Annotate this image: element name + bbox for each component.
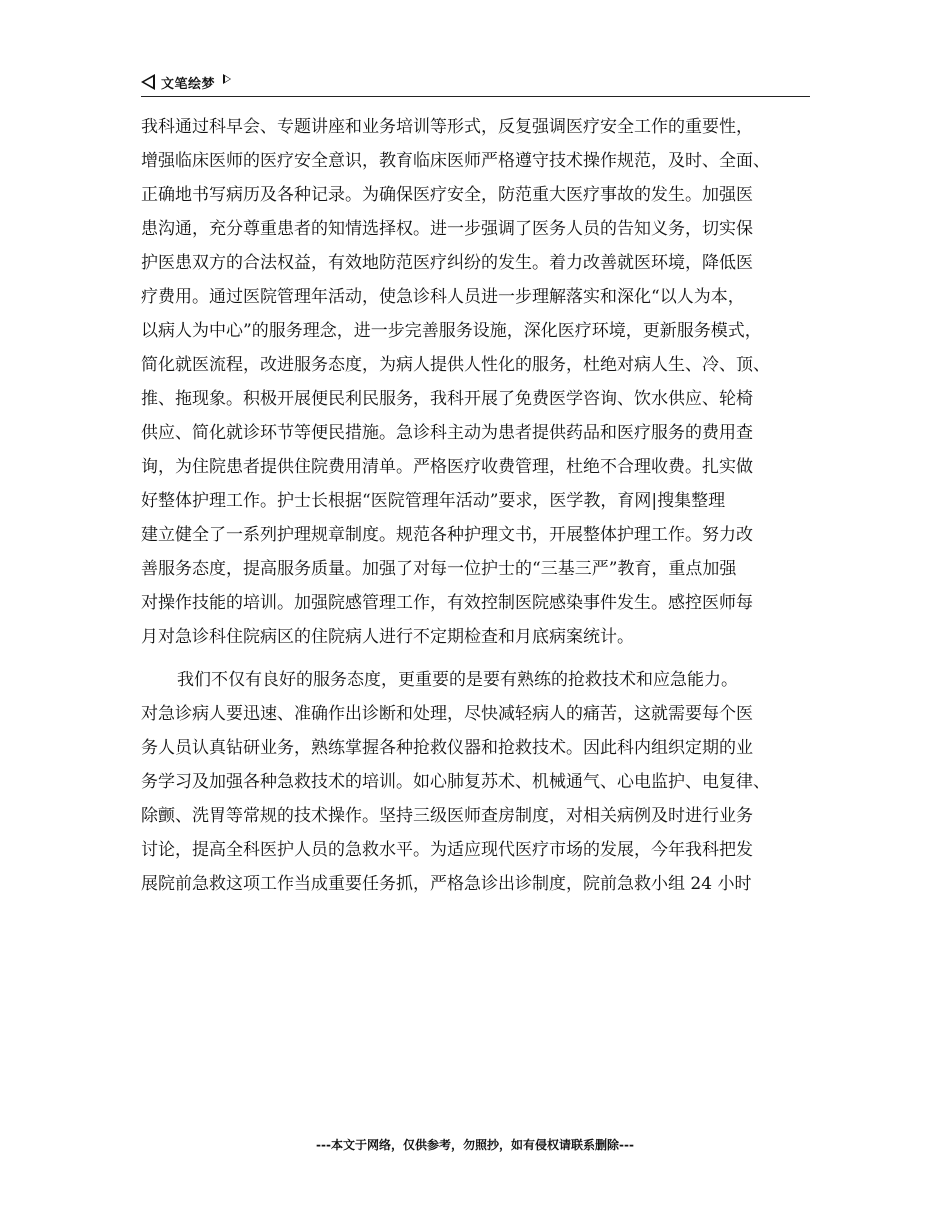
text-line: 推、拖现象。积极开展便民利民服务，我科开展了免费医学咨询、饮水供应、轮椅 bbox=[141, 389, 753, 409]
text-line: 简化就医流程，改进服务态度，为病人提供人性化的服务，杜绝对病人生、冷、顶、 bbox=[141, 355, 770, 375]
triangle-left-icon bbox=[141, 74, 155, 90]
page-header bbox=[141, 68, 810, 97]
text-line: 护医患双方的合法权益，有效地防范医疗纠纷的发生。着力改善就医环境，降低医 bbox=[141, 253, 753, 273]
text-line: 询，为住院患者提供住院费用清单。严格医疗收费管理，杜绝不合理收费。扎实做 bbox=[141, 457, 753, 477]
text-line: 疗费用。通过医院管理年活动，使急诊科人员进一步理解落实和深化“以人为本， bbox=[141, 287, 745, 307]
text-line: 正确地书写病历及各种记录。为确保医疗安全，防范重大医疗事故的发生。加强医 bbox=[141, 185, 753, 205]
document-body bbox=[141, 110, 826, 901]
text-line: 我们不仅有良好的服务态度，更重要的是要有熟练的抢救技术和应急能力。 bbox=[177, 670, 738, 690]
header-brand: 文笔绘梦 bbox=[161, 76, 216, 92]
text-line: 供应、简化就诊环节等便民措施。急诊科主动为患者提供药品和医疗服务的费用查 bbox=[141, 423, 753, 443]
text-line: 除颤、洗胃等常规的技术操作。坚持三级医师查房制度，对相关病例及时进行业务 bbox=[141, 806, 753, 826]
text-line: 务人员认真钻研业务，熟练掌握各种抢救仪器和抢救技术。因此科内组织定期的业 bbox=[141, 738, 753, 758]
text-line: 讨论，提高全科医护人员的急救水平。为适应现代医疗市场的发展，今年我科把发 bbox=[141, 840, 753, 860]
text-line: 好整体护理工作。护士长根据“医院管理年活动”要求，医学教，育网|搜集整理 bbox=[141, 491, 726, 511]
text-line: 对操作技能的培训。加强院感管理工作，有效控制医院感染事件发生。感控医师每 bbox=[141, 593, 753, 613]
text-line: 月对急诊科住院病区的住院病人进行不定期检查和月底病案统计。 bbox=[141, 627, 634, 647]
text-line: 我科通过科早会、专题讲座和业务培训等形式，反复强调医疗安全工作的重要性， bbox=[141, 117, 753, 137]
paragraph-2 bbox=[141, 663, 826, 901]
text-line: 增强临床医师的医疗安全意识，教育临床医师严格遵守技术操作规范，及时、全面、 bbox=[141, 151, 770, 171]
text-line: 务学习及加强各种急救技术的培训。如心肺复苏术、机械通气、心电监护、电复律、 bbox=[141, 772, 770, 792]
text-line: 以病人为中心”的服务理念，进一步完善服务设施，深化医疗环境，更新服务模式， bbox=[141, 321, 762, 341]
text-line: 善服务态度，提高服务质量。加强了对每一位护士的“三基三严”教育，重点加强 bbox=[141, 559, 737, 579]
paragraph-1 bbox=[141, 110, 826, 654]
triangle-right-icon bbox=[223, 74, 231, 84]
page-footer: ---本文于网络，仅供参考，勿照抄，如有侵权请联系删除--- bbox=[316, 1138, 634, 1152]
text-line: 患沟通，充分尊重患者的知情选择权。进一步强调了医务人员的告知义务，切实保 bbox=[141, 219, 753, 239]
text-line: 展院前急救这项工作当成重要任务抓，严格急诊出诊制度，院前急救小组 24 小时 bbox=[141, 874, 752, 894]
header-brand-group bbox=[141, 72, 231, 92]
text-line: 对急诊病人要迅速、准确作出诊断和处理，尽快减轻病人的痛苦，这就需要每个医 bbox=[141, 704, 753, 724]
text-line: 建立健全了一系列护理规章制度。规范各种护理文书，开展整体护理工作。努力改 bbox=[141, 525, 753, 545]
